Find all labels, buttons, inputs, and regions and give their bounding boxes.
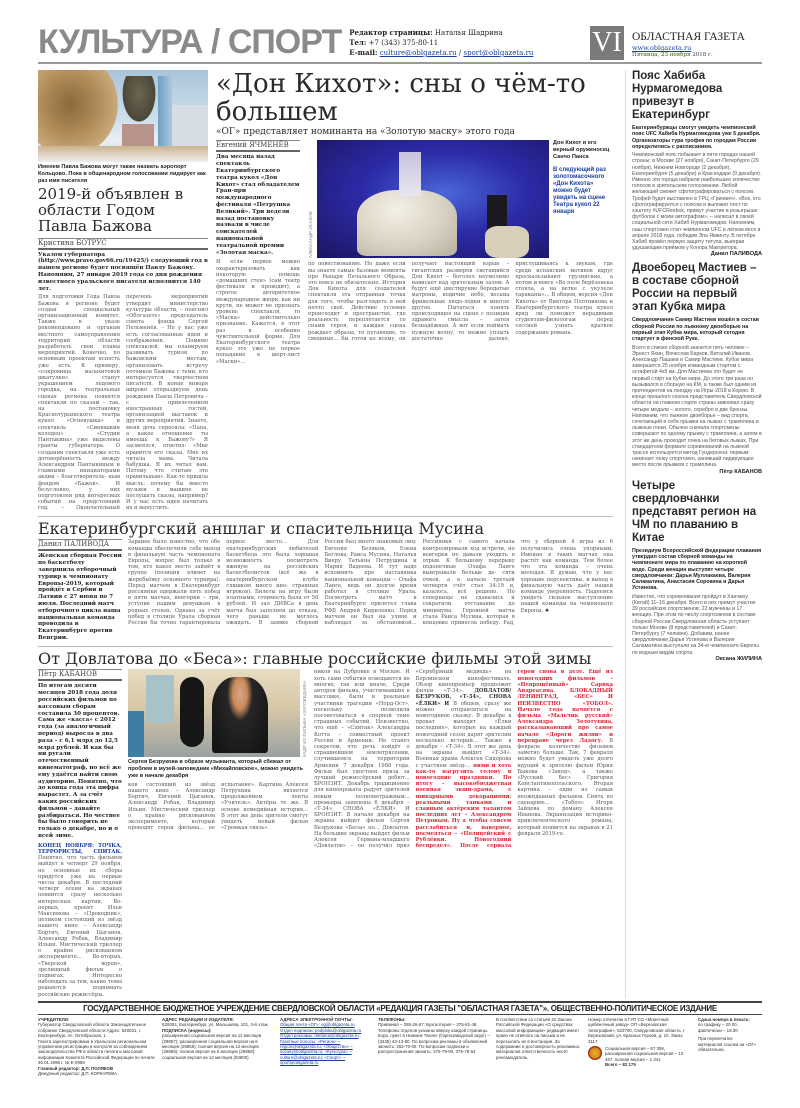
khabib-headline: Пояс Хабиба Нурмагомедова привезут в Екатеринбург bbox=[632, 70, 723, 121]
masthead bbox=[632, 31, 762, 60]
bazhov-article bbox=[38, 70, 208, 512]
quixote-article bbox=[216, 70, 613, 512]
mastiev-headline: Двоеборец Мастиев – в составе сборной России на первый этап Кубка мира bbox=[632, 262, 757, 314]
basketball-body: она растёт как команда. Тем более что эта команда – очень молодая. Я думаю, что у нас хорошие перспективы, и выход в финальную часть даёт нашей команде уверенность. Надеемся увидеть сильное выступление нашей команды на чемпионате Европы. bbox=[520, 551, 613, 614]
reprint-note: При перепечатке материалов ссылка на «ОГ» обязательна. bbox=[698, 1036, 756, 1052]
films-body-text: ников на Дубровке в Москве. И хоть сами события освещаются во многих, так или иначе, Среди авторов фильма, участвовавших в массовке, были и реальные участники трагедии «Норд-Ост», поскольку позволили посоветоваться в спорной теме страшных событий. Неизвестно, что ещё – «Спитак» Александра Котта – совместный проект России и Армении. Не станет секретом, что речь пойдёт о страшнейшем землетрясении, случившемся на территории Армении 7 декабря 1988 года. Фильм был удостоен приза за лучший режиссёрский дебют... bbox=[314, 669, 410, 781]
deadline-title: Сдача номера в печать: bbox=[698, 1016, 751, 1022]
basketball-left-col bbox=[38, 539, 122, 641]
bazhov-lead: Указом губернатора (http://www.pravo.gov66.ru/19425/) следующий год в нашем регионе будет посвящён Павлу Бажову. Напомним, 27 января 2019 года со дня рождения известного уральского писателя исполнится 140 лет. bbox=[38, 251, 208, 292]
duty-editor: Дежурный редактор: Д.П. КОРКАРЕВА bbox=[38, 1070, 117, 1076]
basketball-body: Заранее было известно, что обе команды обеспечили себе выход в финальную часть чемпионата Европы, вопрос был только в том, кто какое bbox=[128, 539, 221, 571]
films-body-text: Понятно, что часть фильмов выйдет в четверг 29 ноября, но основные их сборы придутся уже на первые числа декабря. В последний четверг осени на экранах появится сразу несколько интересных картин. Во-первых, проект Ильи Максимова – «Проводник», целиком состоящий из звёзд нашего кино – Александр Бортич, Евгений Цыганов, Александр Робак, Владимир Ильин. Мистический триллер о крайне рискованном эксперименте... Во-вторых, «Тверской ворон», зрелищный фильм о подвигах. Интересно наблюдать за тем, какие темы решаются поднимать российские режиссёры. bbox=[38, 855, 122, 998]
email-separator: / bbox=[458, 49, 462, 57]
founders-title: УЧРЕДИТЕЛИ: bbox=[38, 1016, 70, 1022]
mastiev-article bbox=[632, 262, 762, 474]
founders-text: Губернатор Свердловской области Законодательное собрание Свердловской области Адрес: 620031, г. Екатеринбург, пл. Октябрьская, 1 bbox=[38, 1022, 147, 1039]
khabib-signature: Данил ПАЛИВОДА bbox=[710, 251, 762, 258]
quixote-left-col bbox=[216, 140, 300, 364]
footer-legal: В соответствии со статьёй 42 Закона Российской Федерации «О средствах массовой информации» редакция имеет право не отвечать на письма и не пересылать их в инстанции. За содержание и достоверность рекламных материалов ответственность несёт рекламодатель. bbox=[496, 1016, 580, 1060]
films-body-flow bbox=[314, 669, 613, 997]
basketball-author: Данил ПАЛИВОДА bbox=[38, 539, 122, 551]
khabib-lead: Екатеринбуржцы смогут увидеть чемпионский пояс UFC Хабиба Нурмагомедова уже 5 декабря. Организаторы тура трофея по городам России определились с расписанием. bbox=[632, 125, 761, 150]
basketball-lead: Женская сборная России по баскетболу завершила отборочный турнир к чемпионату Европы-2019, который пройдёт в Сербии и Латвии с 27 июня по 7 июля. Последний матч отборочного цикла наша национальная команда проводила в Екатеринбурге против Венгрии. bbox=[38, 553, 122, 641]
editor-label: Редактор страницы: bbox=[349, 28, 433, 37]
quixote-photo-row bbox=[308, 140, 613, 258]
bazhov-author: Кристина БОТРУС bbox=[38, 238, 208, 250]
email-ads-link[interactable]: Отдел рекламы: reklama@oblgazeta.ru bbox=[280, 1033, 359, 1039]
photo-credit: АЛЕКСАНДР ИСАКОВ bbox=[308, 211, 313, 259]
basketball-body: странных игроков). Билеты на игру были платными, стоимость была от 50 рублей. И зал ДИВСа в день матча был заполнен до отказа, чего раньше не моглось ожидать. В заявке сборной России был много знакомых лиц: Евгения Беляков, Елена Беглова, Раиса Мусина, Наталья Виеру, Татьяна Петрушина и Мария Вадеева. И тут надо вспомнить про наставника национальной команды – Олафа Ланге, ведь он долгое время работал в столице Урала. bbox=[226, 539, 417, 626]
tree-shape bbox=[38, 70, 118, 156]
subscription-title: ПОДПИСКА (индексы): bbox=[162, 1027, 212, 1033]
films-signature: ДОВЛАТОВ/БЕЗРУКОВ, «Т-34», СНОВА «ЁЛКИ» И bbox=[415, 688, 512, 707]
films-kicker: КОНЕЦ НОЯБРЯ: ТОЧКА, ТЕРРОРИСТЫ, СПИТАК. bbox=[38, 842, 122, 856]
deadline-text: по графику – 20.00, фактически – 19.30 bbox=[698, 1022, 738, 1033]
swimming-signature: Оксана ЖИЛИНА bbox=[715, 655, 762, 662]
footer-phones bbox=[378, 1017, 490, 1076]
bezrukov-photo bbox=[128, 669, 300, 757]
don-quixote-stage-photo bbox=[317, 140, 549, 258]
footer-address bbox=[162, 1017, 274, 1076]
bazhov-body: Для подготовки Года Павла Бажова в регионе будет создан специальный организационный комитет. Также в указе рекомендовано и органам местного самоуправления территорий области разработать свои планы мероприятий. Конечно, по основным проектам ясность уже есть. К примеру, «сокровища малахитовой шкатулки» станут украшением ледового городка, на театральных сценах региона появятся спектакли по сказам – так, на постановку Краснотурьинского театра кукол «Огневушка» и спектакль «Синюшкин колодец» «Студии Пантыкина» уже выделены гранты губернатора. О создании спектакля уже есть договорённость между Александром Пантыкиным и главными инициаторами акции – благотворитель- bbox=[38, 294, 120, 481]
films-article bbox=[38, 648, 613, 998]
phone-label: Тел: bbox=[349, 38, 367, 47]
films-highlight: ними и хоть как-то нагрузить голову в новогодние праздники. По итогу – высокобюджетная военная экшн-драма, с шикарными декорациями, реальными танками и славным актёрским талантом последних лет – Александром Петровым. Ну а чтобы совсем расслабиться и, наверное, посмеяться – «Полицейский с Рублёвки. Новогодний беспредел». После сериала герои снова в деле. Ещё из новогодних фильмов – «Непрощённый» Сарика Андреасяна. БЛОКАДНЫЙ ЛЕНИНГРАД, «БЕС» И НЕИЗВЕСТНО «ТОБОЛ». Начало года начнётся с фильма «Мальчик русский» Александра Золотухина, рассказывающий про самое начало «Дороги жизни» и переправе через Ладогу. bbox=[415, 669, 613, 850]
bazhov-body: ным фондом «Бажов». И безусловно, у них подготовлен ряд интересных событий на предстоящий год. – Окончательный перечень мероприятий утвердит министерство культуры области, – пояснил «Облгазете» председатель совета фонда Сергей Пельменёв. – Но у нас уже есть согласованные идеи и соображения. Помимо спектаклей, мы планируем развивать туризм по бажовским местам, организовать встречу потомков Бажова с теми, кто интересуется творчеством писателя. В конце января широко отпразднуем день рождения Павла Петровича – с привлечением иностранных гостей, организацией выставок и других мероприятий. Знаете, меня дочь спросила: «Папа, а какое отношение ты имеешь к Бажову?» Я засмеялся, ответил: «Мне нравится его сказы. Мне их читала мама. Читала бабушка. Я их читал вам. Потому что считаю это правильным». Как-то пришла мысль: почему бы вместо музыки в машине не послушать сказы, например? И у нас есть идея начитать их и выпустить. bbox=[38, 294, 208, 512]
page-header bbox=[38, 24, 762, 64]
films-body-text: БРОНЗИТ. Декабрь традиционно для кинопроката радует зрителей новым полнометражным... премьеры заявлены 6 декабря – «Т-34», СНОВА «ЁЛКИ» И БРОНЗИТ. В начале декабря на экраны выйдет фильм Сергея Безрукова «Бесы» по... Довлатов. На большие экраны выйдет фильм Алексея Германа-младшего «Довлатов» – он получил приз «Серебряный медведь» на Берлинском кинофестивале. Обзор кинопремьер продолжит фильм «Т-34». bbox=[314, 669, 512, 850]
subscription-text: расширенная социальная версия на 12 месяцев (29857); расширенная социальная версия на 6 месяцев (29856); полная версия на 12 месяцев (29859); полная версия на 6 месяцев (29858); социальная версия на 12 месяцев (53800) bbox=[162, 1033, 262, 1060]
quixote-body: бы готов ко всему, он получает настоящий взрыв – гигантских размеров светящийся Дон Кихот – боголол неумолимо нависает над зрительным залом. А будут ещё шестирукие бородатые матроны, водичие небо, весьма фривольные людо-лодки и многое другое. Пытаться понять происходящее на сцене с позиции здравого смысла – затея безнадёжная. А вот если поймать нужную волну, то можно уплыть достаточно далеко, прислушиваясь к звукам, где среди испанских мотивов вдруг проскальзывают грузинские, а потом и вовсе «Во поле берёзонька стояла, а на ветке с укулеле тараканы»... В общем, версия «Дон Кихота» от Виктора Плотникова и Екатеринбургского театра кукол вряд ли поможет нерадивым студентам-филологам перед сессией узнать краткое содержание романа. bbox=[341, 261, 613, 342]
films-lead: По итогам десяти месяцев 2018 года доля российских фильмов по кассовым сборам составила 30 процентов. Сама же «касса» с 2012 года (за аналогичный период) выросла в два раза – с 6,1 млрд до 12,5 млрд рублей. И как бы ни ругали отечественный кинематограф, но всё же ему удаётся найти свою аудиторию. Понятно, что до конца года эта цифра вырастет. А за счёт каких российских фильмов – давайте разбираться. Но честнее бы было говорить не только о декабре, но и о всей зиме. bbox=[38, 683, 122, 840]
paper-name: ОБЛАСТНАЯ ГАЗЕТА bbox=[632, 31, 745, 43]
window-shape bbox=[146, 675, 174, 723]
quixote-side-notes bbox=[553, 140, 613, 258]
films-author: Пётр КАБАНОВ bbox=[38, 669, 122, 681]
quixote-headline: «Дон Кихот»: сны о чём-то большем bbox=[216, 69, 586, 127]
footer-founders bbox=[38, 1017, 156, 1076]
email-sport-link[interactable]: sport@oblgazeta.ru bbox=[463, 49, 534, 57]
films-grid bbox=[38, 669, 613, 997]
basketball-body: сяти очков, а в начале третьей четверти счёт стал 34:19 и, казалось, всё решено. Но соперницы не сдавались и сократили отставание до минимума. Героиней матча стала Раиса Мусина, которая в концовке принесла победу. Рад, что у сборной 4 игры из 6 получились очень упорными. Именно в таких матчах bbox=[422, 539, 613, 626]
sport-column bbox=[625, 70, 762, 998]
phones-text: Приёмная – 355-26-67; Бухгалтерия – 375-81-48. Телефоны отделов указаны вверху каждой страницы. Корр. пункт в Нижнем Тагиле (Горнозаводской округ) – (3435) 43-13-80. По вопросам рекламы и объявлений звонить: 262-70-00. По вопросам подписки и распространения звонить: 375-79-90, 375-78-64 bbox=[378, 1022, 490, 1055]
editor-name: Наталья Шадрина bbox=[434, 29, 503, 37]
building-shape bbox=[172, 105, 208, 147]
films-headline: От Довлатова до «Беса»: главные российские фильмы этой зимы bbox=[38, 648, 592, 668]
basketball-body: Посмотреть матч в Екатеринбурге прилетел глава РФБ Андрей Кириленко. Перед матчем он был на улице и наблюдал за обстановкой... Россиянки с самого начала контролировали ход встречи, но венгерки не давали уходить в отрыв. К большому перерыву подопечные Олафа Ланге выигрывали больше де- bbox=[324, 539, 515, 626]
bazhov-monument-photo bbox=[38, 70, 208, 162]
end-mark-icon: ♠ bbox=[544, 607, 550, 614]
main-column bbox=[38, 70, 613, 998]
basketball-headline: Екатеринбургский аншлаг и спасительница Мусина bbox=[38, 518, 485, 538]
bazhov-body-flow bbox=[38, 294, 208, 511]
emails-title: АДРЕСА ЭЛЕКТРОННОЙ ПОЧТЫ: bbox=[280, 1016, 353, 1022]
footer-printing: Номер отпечатан в ГУП СО «Монетный щебёночный завод» ОП «Березовская типография», 623700, Свердловская область, г. Березовский, ул. Красных Героев, д. 10. Заказ 3117 bbox=[588, 1016, 686, 1044]
email-culture-link[interactable]: culture@oblgazeta.ru bbox=[379, 49, 457, 57]
email-subscription-link[interactable]: Отдел подписки: podpiska@oblgazeta.ru bbox=[280, 1027, 362, 1033]
bazhov-photo-caption: Именем Павла Бажова могут также назвать аэропорт Кольцово. Пока в общенародном голосовании лидирует как раз имя писателя bbox=[38, 164, 206, 184]
footer-circulation bbox=[588, 1046, 692, 1068]
films-body-text: В феврале количество фильмов заметно больше. Так, 7 февраля можно будет увидеть уже долго идущий к зрителю фильм Юрия Быкова «Завод», а также «Русский бес» Григория Константинопольского. Вторая картина – один из самых неожиданных фильмов. Снята по сценарию... «Тобол» Игоря Зайцева по роману Алексея Иванова. Экранизация историко-приключенческого романа, который появится на экранах в 21 февраля 2019-го. bbox=[517, 737, 613, 837]
circulation-text: Социальная версия – 67 359, расширенная социальная версия – 13 467, полная версия – 1 341 bbox=[605, 1045, 684, 1062]
films-photo-col bbox=[128, 669, 308, 997]
films-body-text: В общем, сразу же можно отправляться на новогоднюю сказку. В декабре в прокат выходят «Ёлки последние», которые на каждый новогодний сезон дарят зрителям несколько историй... Также в декабре – «Т-34». В этот же день на экраны выйдет «Т-34». Военная драма Алексея Сидорова с участием звёзд-... bbox=[415, 700, 512, 769]
bazhov-headline: 2019-й объявлен в области Годом Павла Бажова bbox=[38, 185, 184, 235]
sancho-puppet bbox=[485, 226, 529, 258]
films-photo-row bbox=[128, 669, 308, 757]
phone: +7 (343) 375-80-11 bbox=[368, 39, 439, 47]
khabib-article bbox=[632, 70, 762, 257]
chief-editor: Главный редактор: Д.П. ПОЛЯКОВ bbox=[38, 1065, 114, 1071]
top-block bbox=[38, 70, 613, 512]
email-themes-link[interactable]: Газетные полосы: «Регион» – region@oblgazeta.ru; «Общество» – society@oblgazeta.ru; «Культура» – culture@oblgazeta.ru; «Спорт» – sport@oblgazeta.ru bbox=[280, 1038, 353, 1066]
swimming-headline: Четыре свердловчанки представят регион на ЧМ по плаванию в Китае bbox=[632, 479, 757, 544]
circulation-total: Всего – 82 175 bbox=[605, 1062, 636, 1068]
films-body: ков состоящий из звёзд нашего кино – Александр Бортич, Евгений Цыганов, Александр Робак, Владимир Ильин. Мистический триллер о крайне рискованном эксперименте, который проводят герои фильма... ее испытание». Картина Алексея Петрухина является продолжением ленты «Учитель». Актёры те же. В основе комедийная история... В этот же день зрители смогут увидеть новый фильм «Громкая связь». bbox=[128, 781, 308, 832]
basketball-body: место займёт в группе (позиция влияет на жеребьёвку основного турнира). Перед матчем в Екатеринбург россиянки одержали пять побед в пяти матчах, венгерки – три, уступив нашим девушкам в родных стенах. Однако за счёт побед в столице Урала сборная России бы точно гарантировала первое место... Для екатеринбургских любителей баскетбола это была хорошая возможность посмотреть вживую на российских баскетболисток (всё же в екатеринбургском клубе слишком много ино- bbox=[128, 539, 319, 626]
quixote-body: И если первое можно охарактеризовать как некоторую помощь «домашних стен» (сам театр фестиваля и проводит), а строгое авторитетное международное жюри, как ни крути, не может не признать уровень спектакля, то «Маска» действительно признание. Кажется, в этот раз в особенно чувствительной форме. Для Екатеринбургского театра кукол это уже не первое попадание в шорт-лист «Маски»... bbox=[216, 259, 300, 365]
issue-date: Пятница, 23 ноября 2018 г. bbox=[632, 52, 713, 58]
paper-url-link[interactable]: www.oblgazeta.ru bbox=[632, 44, 692, 52]
snow-ground bbox=[38, 146, 208, 162]
bezrukov-photo-caption: Сергея Безрукова в образе музыканта, который сбежал от проблем в музей-заповедник «Михайловское», можно увидеть уже в начале декабря bbox=[128, 759, 303, 780]
footer-printing-block bbox=[588, 1017, 692, 1076]
quixote-body-flow bbox=[308, 261, 613, 342]
page-number: VI bbox=[590, 26, 624, 60]
bust-shape bbox=[120, 76, 158, 126]
editor-info bbox=[349, 28, 582, 60]
knight-puppet bbox=[399, 152, 421, 196]
registration-text: Газета зарегистрирована в Уральском региональном управлении регистрации и контроля за соблюдением законодательства РФ в области печати и массовой информации Комитета Российской Федерации по печати 30.01.1996 г. № Е-0988 bbox=[38, 1038, 155, 1066]
footer-imprint bbox=[38, 1017, 762, 1076]
person-figure bbox=[212, 677, 268, 753]
films-left-col bbox=[38, 669, 122, 997]
page-body bbox=[38, 70, 762, 998]
swimming-lead: Президиум Всероссийской федерации плавания утвердил состав сборной команды на чемпионате мира по плаванию на короткой воде. Среди женщин выступят четыре свердловчанки: Дарья Муллакаева, Валерия Саламатина, Анастасия Сорокина и Дарья Устинова. bbox=[632, 547, 762, 592]
horse-puppet bbox=[357, 190, 457, 256]
section-title: КУЛЬТУРА / СПОРТ bbox=[38, 23, 342, 61]
section-divider bbox=[38, 646, 613, 647]
quixote-body: по повествованию. Но даже если вы знаете самые базовые моменты про Рыцаря Печального Образа, это вовсе не обязательно. История Дон Кихота для создателей спектакля эта отправная точка для того, чтобы разглядеть в ней нечто своё. Действие условно происходит в пространстве, где реальность переплетается со снами героя, и каждая сцена рождает образы, то пугающие, то смешные... bbox=[308, 261, 406, 342]
email-label: E-mail: bbox=[349, 48, 378, 57]
quixote-body-grid bbox=[216, 140, 613, 364]
quixote-photo-caption: Дон Кихот и его верный оруженосец Санчо Панса bbox=[553, 140, 610, 161]
email-general-link[interactable]: Общая почта «ОГ»: og@oblgazeta.ru bbox=[280, 1022, 355, 1028]
footer-emails bbox=[280, 1017, 372, 1076]
address-title: АДРЕС РЕДАКЦИИ И ИЗДАТЕЛЯ: bbox=[162, 1016, 234, 1022]
basketball-body-flow bbox=[128, 539, 613, 641]
basketball-article bbox=[38, 518, 613, 642]
mastiev-body: Всего в списке сборной значится пять человек – Эрнест Яхин, Вячеслав Барков, Виталий Иванов, Александр Пашаев и Самир Мастиев. Кубок мира завершится 25 ноября командным стартом с эстафетой 4х5 км. Для Мастиева это будет не первый старт на Кубке мира. До этого три раза он вызывался в сборную на КМ, а также был одним из претендентов на поездку на Игры-2018 в Корею. В конце прошлого сезона представитель Свердловской области на главном старте страны завоевал сразу четыре медали – золото, серебро и две бронзы. Напомним, что лыжное двоеборье – вид спорта, сочетающий в себе прыжки на лыжах с трамплина и лыжные гонки. Обычно сначала спортсмены совершают по одному прыжку с трамплина, а затем в этот же день проходит гонка на беговых лыжах. При стандартном формате соревнований на лыжной трассе используется метод Гундерсена: первым начинает гонку спортсмен, занявший лидирующее место после прыжков с трамплина. bbox=[632, 344, 762, 469]
publisher-banner: ГОСУДАРСТВЕННОЕ БЮДЖЕТНОЕ УЧРЕЖДЕНИЕ СВЕРДЛОВСКОЙ ОБЛАСТИ «РЕДАКЦИЯ ГАЗЕТЫ "ОБЛАСТНАЯ ГАЗЕТА"». ОБЩЕСТВЕННО-ПОЛИТИЧЕСКОЕ ИЗДАНИЕ bbox=[38, 1001, 762, 1015]
address-text: 620004, Екатеринбург, ул. Малышева, 101, 3-й этаж. bbox=[162, 1022, 269, 1028]
quixote-author: Евгений ЯЧМЕНЁВ bbox=[216, 140, 300, 152]
swimming-body: Известно, что соревнования пройдут в Ханчжоу (Китай) 11–16 декабря. Всего в них примут участие 39 российских спортсменов: 22 мужчины и 17 женщин. При этом по числу спортсменов в составе сборной России Свердловская область уступает только Москве (8 представителей) и Санкт-Петербургу (7 человек). Добавим, ранее свердловчанки Дарья Устинова и Валерия Саламатина выступали на 34-м чемпионате Европы по водным видам спорта. bbox=[632, 593, 759, 656]
quixote-right-col bbox=[308, 140, 613, 364]
building-shape bbox=[158, 76, 172, 146]
quixote-lead: Два месяца назад спектакль Екатеринбургского театра кукол «Дон Кихот» стал обладателем Гран-при международного фестиваля «Петрушка Великий». Три недели назад постановку назвали в числе соискателей национальной театральной премии «Золотая маска». bbox=[216, 154, 300, 256]
mastiev-signature: Пётр КАБАНОВ bbox=[719, 468, 762, 475]
photo-credit: КАДР ИЗ ФИЛЬМА «ЗАПОВЕДНИК» bbox=[302, 681, 307, 758]
khabib-body: Чемпионский пояс побывает в пяти городах нашей страны: в Москве (27 ноября), Санкт-Петербурге (29 ноября), Нижнем Новгороде (2 декабря), Екатеринбурге (5 декабря) и Краснодаре (9 декабря). Именно эти города набрали наибольшее количество голосов в зрительском голосовании. Любой желающий сможет сфотографироваться с поясом. Трофей будет выставлен в ТРЦ «Гринвич». «Все, кто сфотографируются с поясом и выложат пост по хэштегу #UFCReebok, примут участие в розыгрыше футболок с моим автографом», – написал в своей социальной сети Хабиб Нурмагомедов. Напомним, наш спортсмен стал чемпионом UFC в лёгком весе в апреле 2018 года, победив Эла Яквинту. В октябре Хабиб провёл первую защиту титула, выиграв удушающим приёмом у Конора Макгрегора. bbox=[632, 152, 762, 252]
guitar-shape bbox=[128, 711, 144, 757]
phones-title: ТЕЛЕФОНЫ: bbox=[378, 1016, 406, 1022]
section-divider bbox=[38, 516, 613, 517]
swimming-article bbox=[632, 480, 762, 662]
mastiev-lead: Свердловчанин Самир Мастиев вошёл в состав сборной России по лыжному двоеборью на первый этап Кубка мира, который сегодня стартует в финской Руке. bbox=[632, 317, 759, 343]
films-body bbox=[38, 843, 122, 998]
quixote-subhead: «ОГ» представляет номинанта на «Золотую маску» этого года bbox=[216, 127, 515, 137]
quixote-next-show-note: В следующий раз золотомасочного «Дон Кихота» можно будет увидеть на сцене Театра кукол 22 января bbox=[553, 166, 606, 215]
footer-deadline bbox=[698, 1017, 758, 1076]
quality-seal-icon bbox=[588, 1046, 602, 1060]
basketball-grid bbox=[38, 539, 613, 641]
guitar-case bbox=[180, 677, 204, 747]
